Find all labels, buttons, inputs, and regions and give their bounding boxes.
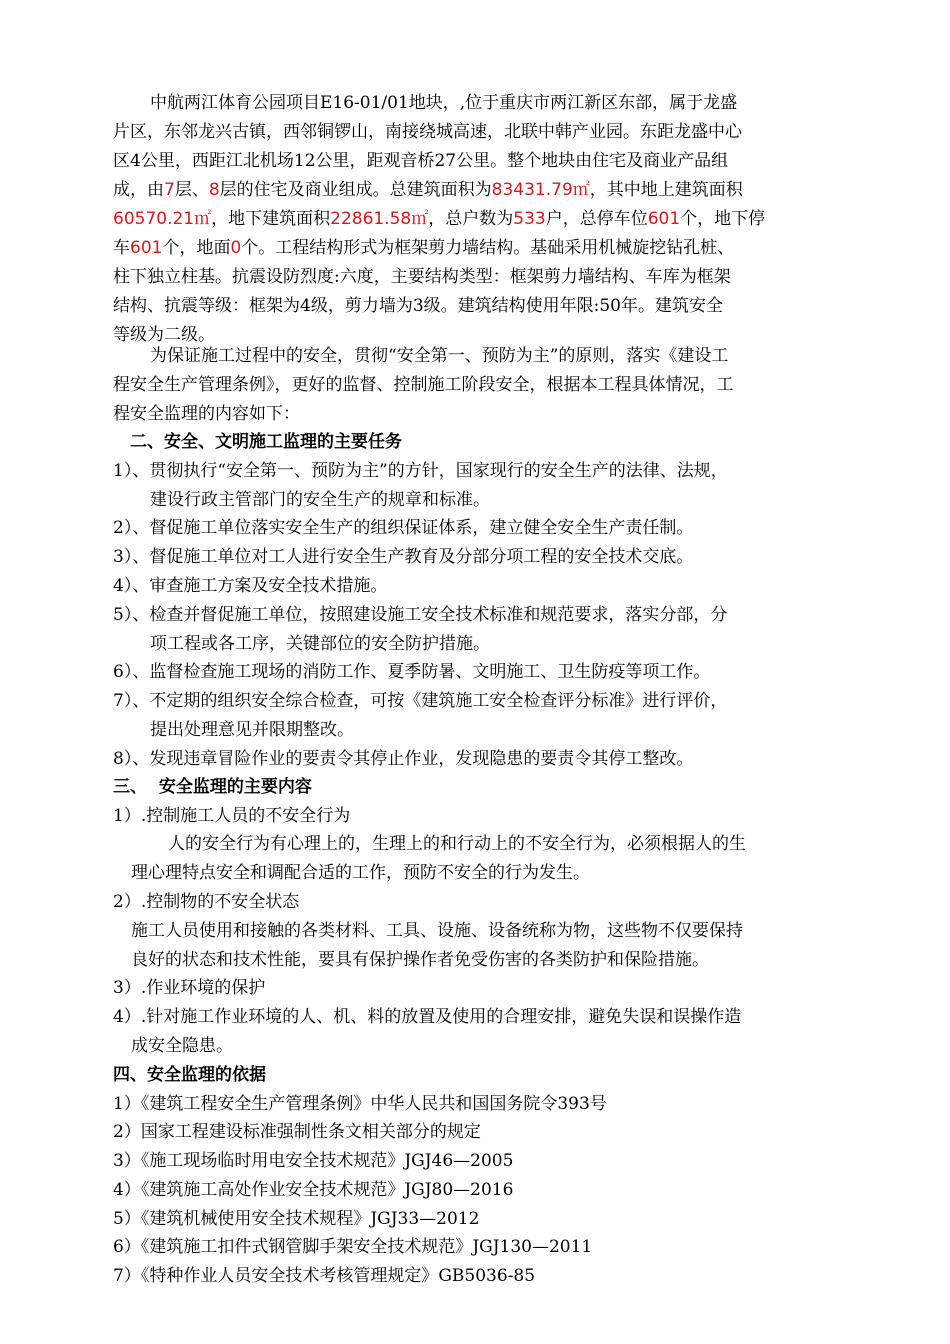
section-2-item-6: 6）、监督检查施工现场的消防工作、夏季防暑、文明施工、卫生防疫等项工作。 xyxy=(113,662,711,682)
section-3-title: 三、 安全监理的主要内容 xyxy=(113,777,312,797)
section-4-item-3: 3）《施工现场临时用电安全技术规范》JGJ46—2005 xyxy=(113,1151,514,1171)
paragraph-2-line-1: 为保证施工过程中的安全，贯彻“安全第一、预防为主”的原则，落实《建设工 xyxy=(150,346,729,366)
text: 个，地下停 xyxy=(680,209,766,229)
section-3-item-3: 3）.作业环境的保护 xyxy=(113,978,266,998)
section-3-item-1-para-line-2: 理心理特点安全和调配合适的工作，预防不安全的行为发生。 xyxy=(131,863,590,883)
text: 个。工程结构形式为框架剪力墙结构。基础采用机械旋挖钻孔桩、 xyxy=(241,238,735,258)
paragraph-1-line-1: 中航两江体育公园项目E16-01/01地块，,位于重庆市两江新区东部，属于龙盛 xyxy=(150,93,738,113)
section-3-item-2-para-line-1: 施工人员使用和接触的各类材料、工具、设施、设备统称为物，这些物不仅要保持 xyxy=(131,921,743,941)
section-3-item-4-line-2: 成安全隐患。 xyxy=(131,1036,233,1056)
text: 车 xyxy=(113,238,130,258)
paragraph-1-line-8: 结构、抗震等级：框架为4级，剪力墙为3级。建筑结构使用年限:50年。建筑安全 xyxy=(113,296,723,316)
paragraph-1-line-6 xyxy=(113,234,833,262)
paragraph-1-line-7: 柱下独立柱基。抗震设防烈度:六度，主要结构类型：框架剪力墙结构、车库为框架 xyxy=(113,267,731,287)
parking-underground: 601 xyxy=(130,238,163,258)
section-2-item-1-line-1: 1）、贯彻执行“安全第一、预防为主”的方针，国家现行的安全生产的法律、法规， xyxy=(113,461,728,481)
text: 层、 xyxy=(174,180,209,200)
household-count: 533 xyxy=(513,209,546,229)
floors-8: 8 xyxy=(208,180,220,200)
parking-total: 601 xyxy=(647,209,681,229)
paragraph-2-line-3: 程安全监理的内容如下： xyxy=(113,404,300,424)
section-3-item-2-para-line-2: 良好的状态和技术性能，要具有保护操作者免受伤害的各类防护和保险措施。 xyxy=(131,950,709,970)
text: 个，地面 xyxy=(162,238,231,258)
above-ground-area: 60570.21㎡ xyxy=(113,209,212,229)
text: 层的住宅及商业组成。总建筑面积为 xyxy=(219,180,492,200)
text: 户，总停车位 xyxy=(545,209,648,229)
paragraph-1-line-9: 等级为二级。 xyxy=(113,325,215,345)
total-area: 83431.79㎡ xyxy=(491,180,590,200)
text: ，其中地上建筑面积 xyxy=(589,180,743,200)
section-2-item-3: 3）、督促施工单位对工人进行安全生产教育及分部分项工程的安全技术交底。 xyxy=(113,547,694,567)
section-4-item-1: 1）《建筑工程安全生产管理条例》中华人民共和国国务院令393号 xyxy=(113,1094,607,1114)
paragraph-1-line-5 xyxy=(113,205,833,233)
section-2-item-5-line-2: 项工程或各工序，关键部位的安全防护措施。 xyxy=(150,634,490,654)
section-2-item-4: 4）、审查施工方案及安全技术措施。 xyxy=(113,576,388,596)
section-3-item-4-line-1: 4）.针对施工作业环境的人、机、料的放置及使用的合理安排，避免失误和误操作造 xyxy=(113,1007,742,1027)
section-2-item-1-line-2: 建设行政主管部门的安全生产的规章和标准。 xyxy=(150,490,490,510)
paragraph-1-line-2: 片区，东邻龙兴古镇，西邻铜锣山，南接绕城高速，北联中韩产业园。东距龙盛中心 xyxy=(113,122,742,142)
paragraph-2-line-2: 程安全生产管理条例》，更好的监督、控制施工阶段安全，根据本工程具体情况，工 xyxy=(113,375,734,395)
section-4-title: 四、安全监理的依据 xyxy=(113,1065,266,1085)
paragraph-1-line-4 xyxy=(113,176,833,204)
section-2-item-7-line-1: 7）、不定期的组织安全综合检查，可按《建筑施工安全检查评分标准》进行评价， xyxy=(113,691,728,711)
text: ，总户数为 xyxy=(428,209,514,229)
floors-7: 7 xyxy=(164,180,175,200)
section-4-item-4: 4）《建筑施工高处作业安全技术规范》JGJ80—2016 xyxy=(113,1180,514,1200)
section-2-item-5-line-1: 5）、检查并督促施工单位，按照建设施工安全技术标准和规范要求，落实分部，分 xyxy=(113,605,728,625)
section-4-item-5: 5）《建筑机械使用安全技术规程》JGJ33—2012 xyxy=(113,1209,480,1229)
section-3-item-2: 2）.控制物的不安全状态 xyxy=(113,892,300,912)
underground-area: 22861.58㎡ xyxy=(330,209,429,229)
text: 成，由 xyxy=(113,180,164,200)
section-2-title: 二、安全、文明施工监理的主要任务 xyxy=(130,432,402,452)
section-4-item-6: 6）《建筑施工扣件式钢管脚手架安全技术规范》JGJ130—2011 xyxy=(113,1237,593,1257)
parking-ground: 0 xyxy=(230,238,242,258)
section-3-item-1: 1）.控制施工人员的不安全行为 xyxy=(113,806,351,826)
section-4-item-7: 7）《特种作业人员安全技术考核管理规定》GB5036-85 xyxy=(113,1266,536,1286)
paragraph-1-line-3: 区4公里，西距江北机场12公里，距观音桥27公里。整个地块由住宅及商业产品组 xyxy=(113,151,729,171)
section-4-item-2: 2）国家工程建设标准强制性条文相关部分的规定 xyxy=(113,1122,481,1142)
section-3-item-1-para-line-1: 人的安全行为有心理上的，生理上的和行动上的不安全行为，必须根据人的生 xyxy=(168,834,746,854)
section-2-item-2: 2）、督促施工单位落实安全生产的组织保证体系，建立健全安全生产责任制。 xyxy=(113,518,694,538)
section-2-item-7-line-2: 提出处理意见并限期整改。 xyxy=(150,720,354,740)
section-2-item-8: 8）、发现违章冒险作业的要责令其停止作业，发现隐患的要责令其停工整改。 xyxy=(113,749,694,769)
text: ，地下建筑面积 xyxy=(211,209,331,229)
